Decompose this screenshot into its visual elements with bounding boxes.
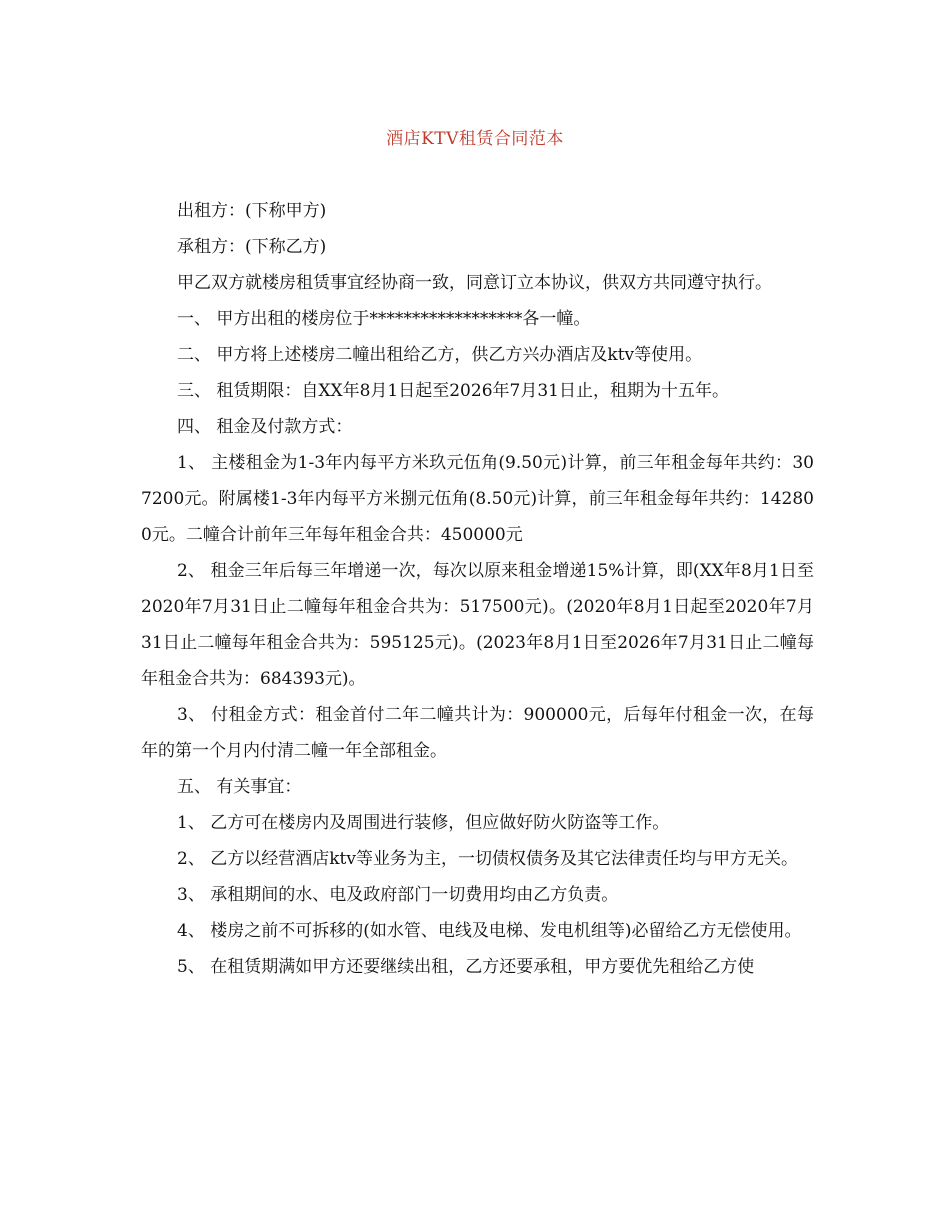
paragraph-clause-4-2: 2、 租金三年后每三年增递一次，每次以原来租金增递15%计算，即(XX年8月1日至2020年7月31日止二幢每年租金合共为：517500元)。(2020年8月1日起至2020年7月31日止二幢每年租金合共为：595125元)。(2023年8月1日至2026年7月31日止二幢每年租金合共为：684393元)。 <box>141 561 814 689</box>
paragraph-clause-3: 三、 租赁期限：自XX年8月1日起至2026年7月31日止，租期为十五年。 <box>177 381 729 401</box>
paragraph-lessor: 出租方：(下称甲方) <box>177 201 327 221</box>
document-body <box>141 193 814 985</box>
paragraph-clause-2: 二、 甲方将上述楼房二幢出租给乙方，供乙方兴办酒店及ktv等使用。 <box>177 345 703 365</box>
paragraph-clause-5-heading: 五、 有关事宜： <box>177 777 302 797</box>
paragraph-clause-5-2: 2、 乙方以经营酒店ktv等业务为主，一切债权债务及其它法律责任均与甲方无关。 <box>177 849 798 869</box>
paragraph-clause-4-heading: 四、 租金及付款方式： <box>177 417 353 437</box>
paragraph-lessee: 承租方：(下称乙方) <box>177 237 327 257</box>
paragraph-clause-1: 一、 甲方出租的楼房位于******************各一幢。 <box>177 309 591 329</box>
paragraph-clause-4-1: 1、 主楼租金为1-3年内每平方米玖元伍角(9.50元)计算，前三年租金每年共约：307200元。附属楼1-3年内每平方米捌元伍角(8.50元)计算，前三年租金每年共约：142800元。二幢合计前年三年每年租金合共：450000元 <box>141 453 814 545</box>
paragraph-clause-5-1: 1、 乙方可在楼房内及周围进行装修，但应做好防火防盗等工作。 <box>177 813 670 833</box>
paragraph-clause-5-3: 3、 承租期间的水、电及政府部门一切费用均由乙方负责。 <box>177 885 619 905</box>
paragraph-intro: 甲乙双方就楼房租赁事宜经协商一致，同意订立本协议，供双方共同遵守执行。 <box>177 273 772 293</box>
paragraph-clause-4-3: 3、 付租金方式：租金首付二年二幢共计为：900000元，后每年付租金一次，在每年的第一个月内付清二幢一年全部租金。 <box>141 705 814 761</box>
paragraph-clause-5-5: 5、 在租赁期满如甲方还要继续出租，乙方还要承租，甲方要优先租给乙方使 <box>177 957 755 977</box>
document-title: 酒店KTV租赁合同范本 <box>386 129 564 149</box>
paragraph-clause-5-4: 4、 楼房之前不可拆移的(如水管、电线及电梯、发电机组等)必留给乙方无偿使用。 <box>177 921 802 941</box>
